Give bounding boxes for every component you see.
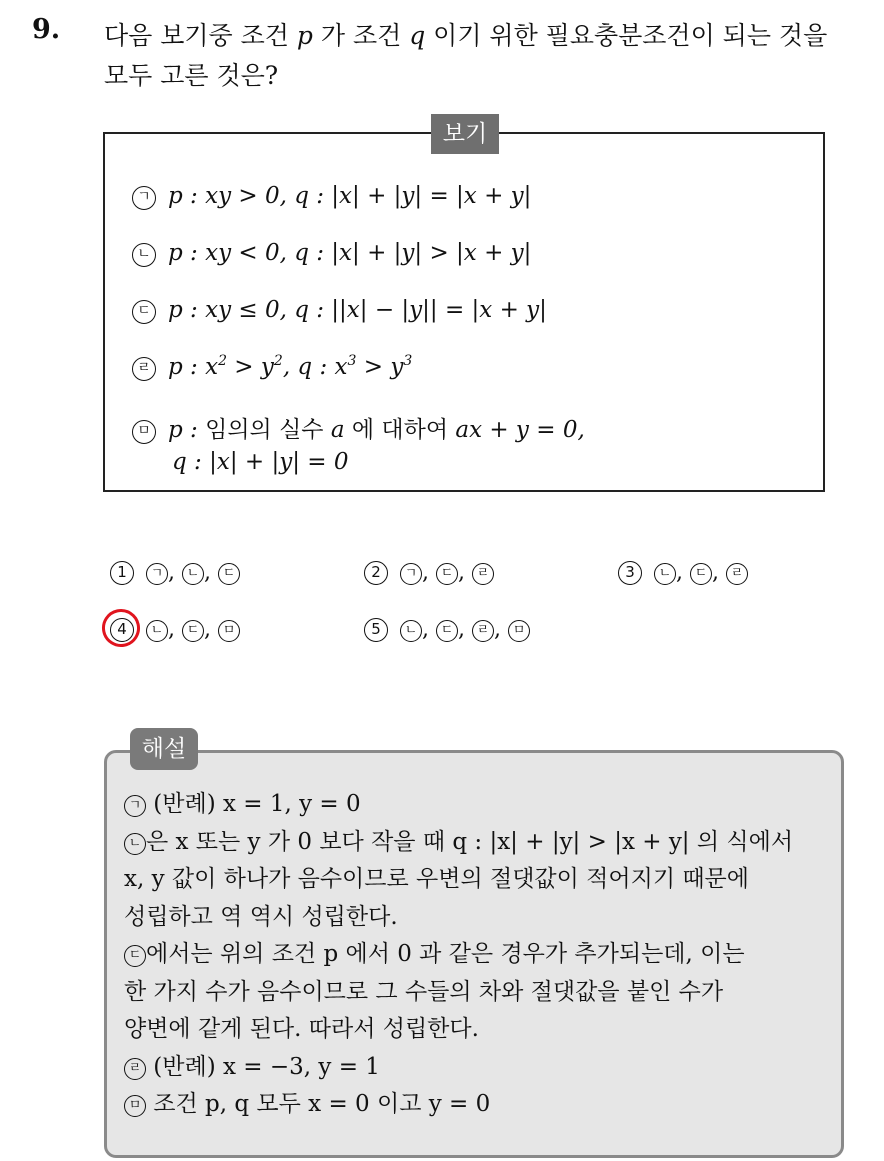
- exponent: 2: [218, 353, 227, 369]
- bogi-item-5: [132, 411, 585, 444]
- circled-mark: ㄷ: [182, 620, 204, 642]
- choice-2[interactable]: 2 ㄱ , ㄷ , ㄹ: [364, 560, 494, 585]
- bogi-text: 임의의 실수: [197, 417, 331, 443]
- circled-mark: ㄹ: [124, 1058, 146, 1080]
- exponent: 2: [273, 353, 283, 369]
- circled-mark: ㅁ: [124, 1095, 146, 1117]
- choice-number: 2: [364, 561, 388, 585]
- solution-line: [124, 824, 834, 862]
- expr-part: > y: [356, 354, 404, 380]
- circled-mark: ㄴ: [146, 620, 168, 642]
- bogi-item-1: [132, 183, 531, 210]
- choice-number: 3: [618, 561, 642, 585]
- circled-mark: ㄷ: [132, 300, 156, 324]
- circled-mark: ㄱ: [124, 795, 146, 817]
- solution-text-part: 조건 p, q 모두 x = 0 이고 y = 0: [146, 1091, 491, 1117]
- circled-mark: ㄴ: [400, 620, 422, 642]
- solution-line: [124, 936, 834, 974]
- circled-mark: ㄷ: [690, 563, 712, 585]
- bogi-expr: p : xy ≤ 0, q : ||x| − |y|| = |x + y|: [168, 297, 547, 323]
- bogi-item-5-line2: q : |x| + |y| = 0: [172, 449, 349, 475]
- choice-number: 4: [110, 618, 134, 642]
- circled-mark: ㅁ: [132, 420, 156, 444]
- question-text: [104, 16, 864, 96]
- circled-mark: ㄱ: [146, 563, 168, 585]
- question-number: 9.: [32, 14, 61, 45]
- bogi-label: 보기: [431, 114, 499, 154]
- circled-mark: ㄱ: [400, 563, 422, 585]
- circled-mark: ㄷ: [436, 563, 458, 585]
- bogi-item-2: [132, 240, 531, 267]
- bogi-expr: p : xy > 0, q : |x| + |y| = |x + y|: [168, 183, 532, 209]
- circled-mark: ㅁ: [218, 620, 240, 642]
- choice-1[interactable]: 1 ㄱ , ㄴ , ㄷ: [110, 560, 240, 585]
- solution-text-part: 은 x 또는 y 가 0 보다 작을 때 q : |x| + |y| > |x + y| 의 식에서: [146, 828, 794, 855]
- circled-mark: ㄹ: [472, 563, 494, 585]
- question-text-line2: 모두 고른 것은?: [104, 61, 279, 90]
- exponent: 3: [403, 353, 413, 369]
- solution-line: [124, 1049, 834, 1087]
- expr-part: > y: [227, 354, 274, 380]
- bogi-expr: ax + y = 0,: [455, 417, 585, 443]
- circled-mark: ㄴ: [124, 833, 146, 855]
- solution-text-part: (반례) x = −3, y = 1: [146, 1053, 380, 1080]
- circled-mark: ㄷ: [124, 945, 146, 967]
- expr-part: p : x: [168, 354, 219, 380]
- solution-line: 양변에 같게 된다. 따라서 성립한다.: [124, 1016, 479, 1042]
- solution-line: [124, 1086, 834, 1124]
- choice-number: 5: [364, 618, 388, 642]
- choice-number: 1: [110, 561, 134, 585]
- bogi-text: 에 대하여: [344, 417, 456, 443]
- circled-mark: ㄷ: [218, 563, 240, 585]
- answer-circle-mark: [98, 605, 143, 650]
- choice-4[interactable]: 4 ㄴ , ㄷ , ㅁ: [110, 617, 240, 642]
- bogi-expr: p : xy < 0, q : |x| + |y| > |x + y|: [168, 240, 532, 266]
- var-a: a: [330, 417, 345, 443]
- circled-mark: ㅁ: [508, 620, 530, 642]
- circled-mark: ㄴ: [654, 563, 676, 585]
- bogi-expr: [168, 354, 412, 380]
- solution-label: 해설: [130, 728, 198, 770]
- circled-mark: ㄴ: [132, 243, 156, 267]
- question-text-part: 다음 보기중 조건: [104, 21, 297, 50]
- solution-line: x, y 값이 하나가 음수이므로 우변의 절댓값이 적어지기 때문에: [124, 866, 749, 892]
- solution-text-part: 에서는 위의 조건 p 에서 0 과 같은 경우가 추가되는데, 이는: [146, 941, 745, 967]
- circled-mark: ㄱ: [132, 186, 156, 210]
- circled-mark: ㄹ: [726, 563, 748, 585]
- solution-line: 성립하고 역 역시 성립한다.: [124, 903, 398, 930]
- circled-mark: ㄹ: [132, 357, 156, 381]
- circled-mark: ㄹ: [472, 620, 494, 642]
- exponent: 3: [347, 353, 357, 369]
- expr-part: , q : x: [282, 354, 348, 380]
- solution-text: [124, 786, 834, 1124]
- bogi-expr: p :: [168, 417, 198, 443]
- bogi-item-3: [132, 297, 547, 324]
- bogi-item-4: [132, 354, 412, 381]
- question-text-part: 이기 위한 필요충분조건이 되는 것을: [425, 21, 828, 50]
- var-p: p: [296, 21, 313, 50]
- solution-line: 한 가지 수가 음수이므로 그 수들의 차와 절댓값을 붙인 수가: [124, 978, 724, 1005]
- question-text-part: 가 조건: [312, 21, 410, 50]
- solution-text-part: (반례) x = 1, y = 0: [146, 791, 361, 817]
- choice-3[interactable]: 3 ㄴ , ㄷ , ㄹ: [618, 560, 748, 585]
- var-q: q: [409, 21, 426, 50]
- circled-mark: ㄷ: [436, 620, 458, 642]
- choice-5[interactable]: 5 ㄴ , ㄷ , ㄹ , ㅁ: [364, 617, 530, 642]
- circled-mark: ㄴ: [182, 563, 204, 585]
- solution-line: [124, 786, 834, 824]
